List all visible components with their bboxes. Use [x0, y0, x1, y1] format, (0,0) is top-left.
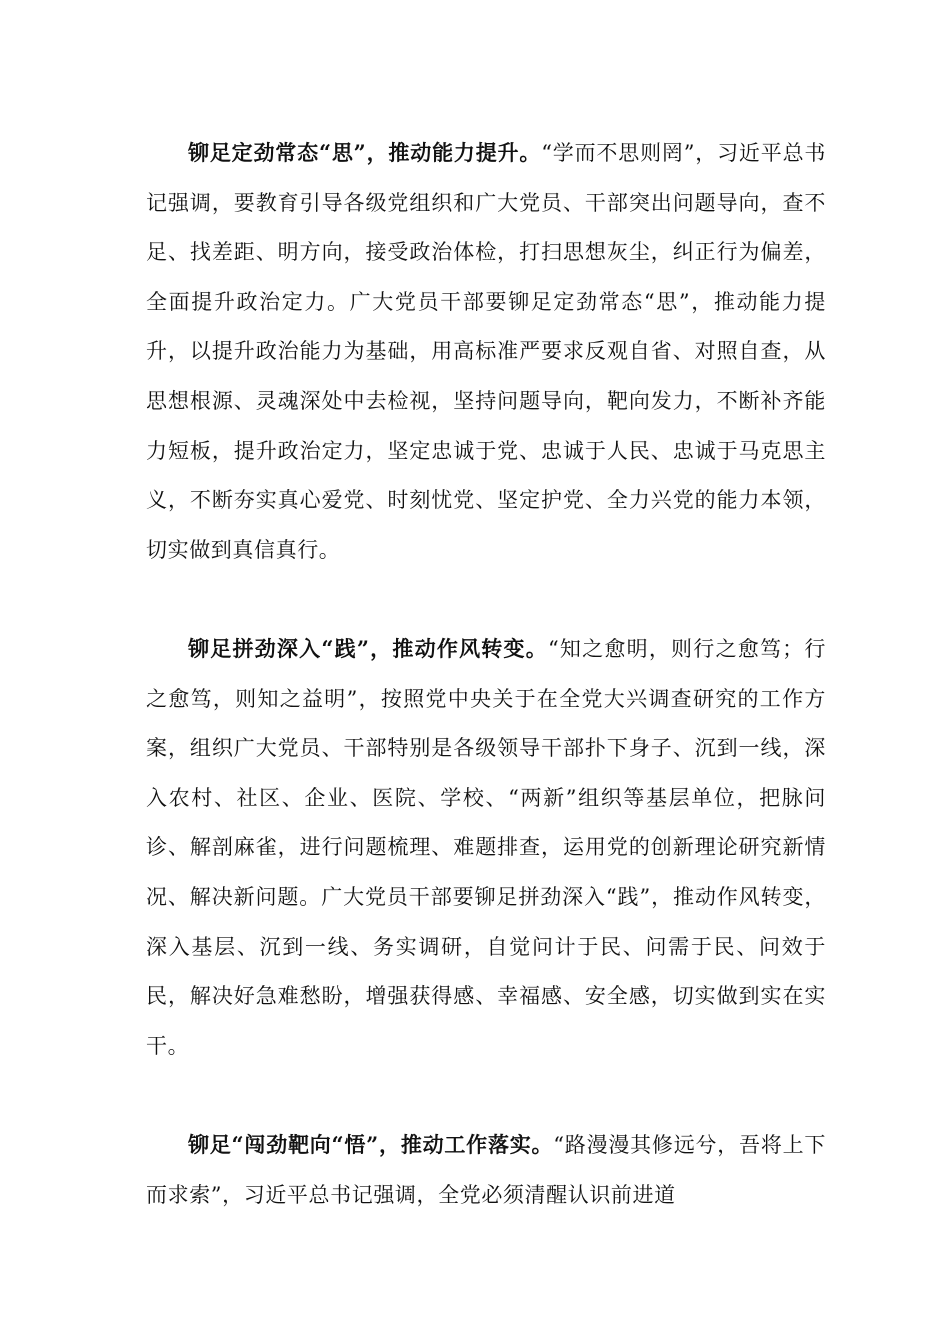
paragraph-2-heading: 铆足拼劲深入“践”，推动作风转变。 — [188, 636, 548, 661]
paragraph-3 — [146, 1120, 826, 1220]
paragraph-1 — [146, 128, 826, 575]
paragraph-1-body: “学而不思则罔”，习近平总书记强调，要教育引导各级党组织和广大党员、干部突出问题导向，查不足、找差距、明方向，接受政治体检，打扫思想灰尘，纠正行为偏差，全面提升政治定力。广大党员干部要铆足定劲常态“思”，推动能力提升，以提升政治能力为基础，用高标准严要求反观自省、对照自查，从思想根源、灵魂深处中去检视，坚持问题导向，靶向发力，不断补齐能力短板，提升政治定力，坚定忠诚于党、忠诚于人民、忠诚于马克思主义，不断夯实真心爱党、时刻忧党、坚定护党、全力兴党的能力本领，切实做到真信真行。 — [146, 141, 827, 562]
paragraph-1-heading: 铆足定劲常态“思”，推动能力提升。 — [188, 140, 542, 165]
paragraph-2 — [146, 624, 826, 1071]
paragraph-3-body: “路漫漫其修远兮，吾将上下而求索”，习近平总书记强调，全党必须清醒认识前进道 — [146, 1133, 826, 1207]
paragraph-2-body: “知之愈明，则行之愈笃；行之愈笃，则知之益明”，按照党中央关于在全党大兴调查研究的工作方案，组织广大党员、干部特别是各级领导干部扑下身子、沉到一线，深入农村、社区、企业、医院、学校、“两新”组织等基层单位，把脉问诊、解剖麻雀，进行问题梳理、难题排查，运用党的创新理论研究新情况、解决新问题。广大党员干部要铆足拼劲深入“践”，推动作风转变，深入基层、沉到一线、务实调研，自觉问计于民、问需于民、问效于民，解决好急难愁盼，增强获得感、幸福感、安全感，切实做到实在实干。 — [146, 637, 826, 1058]
paragraph-3-heading: 铆足“闯劲靶向“悟”，推动工作落实。 — [188, 1132, 554, 1157]
